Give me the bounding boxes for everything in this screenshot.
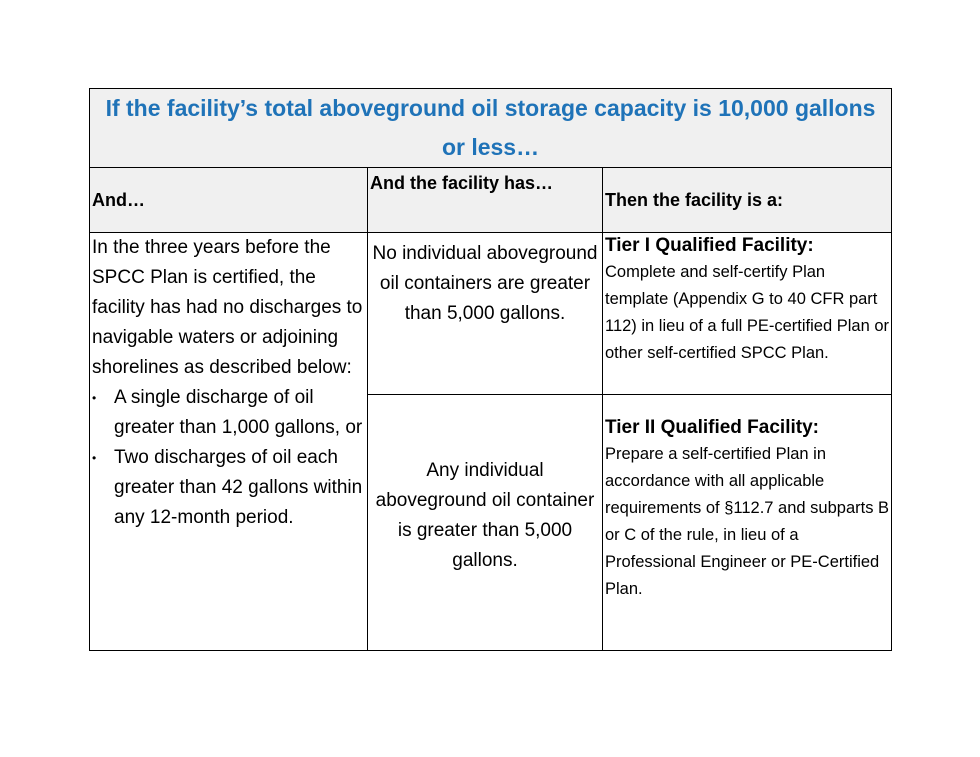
condition-intro: In the three years before the SPCC Plan is certified, the facility has had no discharges to navigable waters or adjoining shorelines as described below: <box>92 237 363 378</box>
tier2-text: Prepare a self-certified Plan in accordance with all applicable requirements of §112.7 and subparts B or C of the rule, in lieu of a Professional Engineer or PE-Certified Plan. <box>605 445 890 598</box>
condition-bullet: • A single discharge of oil greater than 1,000 gallons, or <box>114 383 365 443</box>
header-then: Then the facility is a: <box>603 168 892 233</box>
tier1-text: Complete and self-certify Plan template (Appendix G to 40 CFR part 112) in lieu of a full PE-certified Plan or other self-certified SPCC Plan. <box>605 263 890 362</box>
table-title: If the facility’s total aboveground oil storage capacity is 10,000 gallons or less… <box>90 89 892 168</box>
spcc-tier-table <box>89 88 892 651</box>
header-and: And… <box>90 168 368 233</box>
condition-bullet: • Two discharges of oil each greater than 42 gallons within any 12-month period. <box>114 443 365 533</box>
tier1-title: Tier I Qualified Facility: <box>605 235 814 256</box>
row-tier2-result <box>603 395 892 651</box>
row-tier2-has: Any individual aboveground oil container is greater than 5,000 gallons. <box>368 395 603 651</box>
tier2-title: Tier II Qualified Facility: <box>605 417 819 438</box>
row-tier1-has: No individual aboveground oil containers are greater than 5,000 gallons. <box>368 233 603 395</box>
condition-cell <box>90 233 368 651</box>
row-tier1-result <box>603 233 892 395</box>
condition-bullet-list <box>92 383 365 533</box>
header-facility-has: And the facility has… <box>368 168 603 233</box>
